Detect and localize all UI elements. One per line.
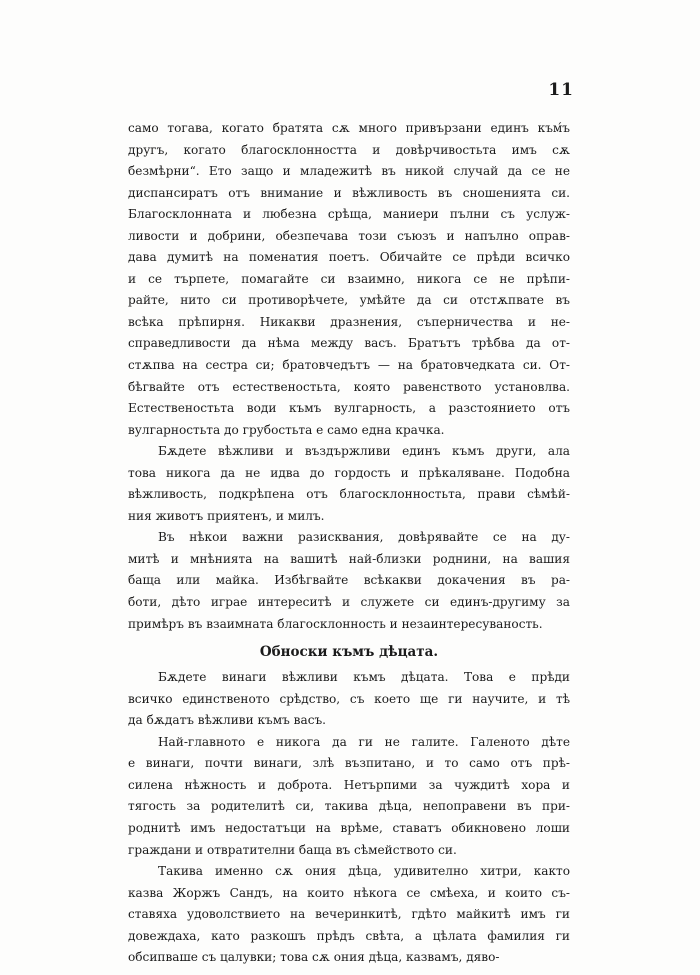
text-line: стѫпва на сестра си; братовчедътъ — на братовчедката си. От-	[128, 358, 570, 373]
text-line: да бѫдатъ вѣжливи къмъ васъ.	[128, 713, 327, 728]
text-line: Благосклонната и любезна срѣща, маниери пълни съ услуж-	[128, 207, 570, 222]
paragraph	[128, 861, 570, 969]
text-line: казва Жоржъ Сандъ, на които нѣкога се смѣеха, и които съ-	[128, 885, 570, 900]
text-line: и се търпете, помагайте си взаимно, никога се не прѣпи-	[128, 271, 570, 286]
text-line: всичко единственото срѣдство, съ което ще ги научите, и тѣ	[128, 691, 570, 706]
text-line: всѣка прѣпирня. Никакви дразнения, съперничества и не-	[128, 314, 570, 329]
text-line: диспансиратъ отъ внимание и вѣжливость въ сношенията си.	[128, 185, 570, 200]
page-number: 11	[548, 80, 574, 100]
section-title: Обноски къмъ дѣцата.	[259, 644, 439, 661]
paragraph	[128, 118, 570, 441]
page-text	[128, 118, 570, 969]
text-line: довеждаха, като разкошъ прѣдъ свѣта, а цѣлата фамилия ги	[128, 928, 570, 943]
paragraph	[128, 667, 570, 732]
text-line: райте, нито си противорѣчете, умѣйте да си отстѫпвате въ	[128, 293, 570, 308]
text-line: безмѣрни“. Ето защо и младежитѣ въ никой случай да се не	[128, 164, 570, 179]
text-line: вулгарностьта до грубостьта е само една крачка.	[128, 422, 445, 437]
text-line: ставяха удоволствието на вечеринкитѣ, гдѣто майкитѣ имъ ги	[128, 907, 570, 922]
text-line: вѣжливость, подкрѣпена отъ благосклонностьта, прави сѣмѣй-	[128, 487, 570, 502]
text-line: Най-главното е никога да ги не галите. Галеното дѣте	[158, 734, 570, 749]
text-line: роднитѣ имъ недостатъци на врѣме, ставатъ обикновено лоши	[128, 820, 570, 835]
text-line: обсипваше съ цалувки; това сѫ ония дѣца, казвамъ, дяво-	[128, 950, 500, 965]
text-line: е винаги, почти винаги, злѣ възпитано, и то само отъ прѣ-	[128, 756, 570, 771]
text-line: Бѫдете винаги вѣжливи къмъ дѣцата. Това е прѣди	[158, 670, 570, 685]
text-line: граждани и отвратителни баща въ сѣмейството си.	[128, 842, 457, 857]
text-line: Въ нѣкои важни разисквания, довѣрявайте се на ду-	[158, 530, 570, 545]
text-line: само тогава, когато братята сѫ много привързани единъ към́ъ	[128, 121, 570, 135]
paragraph	[128, 732, 570, 861]
paragraph	[128, 527, 570, 635]
text-line: Бѫдете вѣжливи и въздържливи единъ къмъ други, ала	[158, 444, 570, 459]
text-line: ливости и добрини, обезпечава този съюзъ и напълно оправ-	[128, 228, 570, 243]
text-line: дава думитѣ на поменатия поетъ. Обичайте се прѣди всичко	[128, 250, 570, 265]
text-line: тягость за родителитѣ си, такива дѣца, непоправени въ при-	[128, 799, 570, 814]
text-line: митѣ и мнѣнията на вашитѣ най-близки роднини, на вашия	[128, 551, 570, 566]
body-text-after-section	[128, 667, 570, 969]
text-line: това никога да не идва до гордость и прѣкаляване. Подобна	[128, 465, 570, 480]
body-text-before-section	[128, 118, 570, 635]
text-line: боти, дѣто играе интереситѣ и служете си единъ-другиму за	[128, 595, 570, 610]
text-line: другъ, когато благосклонността и довѣрчивостьта имъ сѫ	[128, 142, 570, 157]
text-line: ния животъ приятенъ, и милъ.	[128, 508, 325, 523]
paragraph	[128, 441, 570, 527]
text-line: бѣгвайте отъ естественостьта, която равенството установлва.	[128, 379, 570, 394]
text-line: силена нѣжность и доброта. Нетърпими за чуждитѣ хора и	[128, 777, 570, 792]
text-line: Такива именно сѫ ония дѣца, удивително хитри, както	[158, 864, 570, 879]
text-line: примѣръ въ взаимната благосклонность и незаинтересуваность.	[128, 616, 543, 631]
text-line: баща или майка. Избѣгвайте всѣкакви докачения въ ра-	[128, 573, 570, 588]
text-line: Естественостьта води къмъ вулгарность, а разстоянието отъ	[128, 401, 570, 416]
text-line: справедливости да нѣма между васъ. Братътъ трѣбва да от-	[128, 336, 570, 351]
